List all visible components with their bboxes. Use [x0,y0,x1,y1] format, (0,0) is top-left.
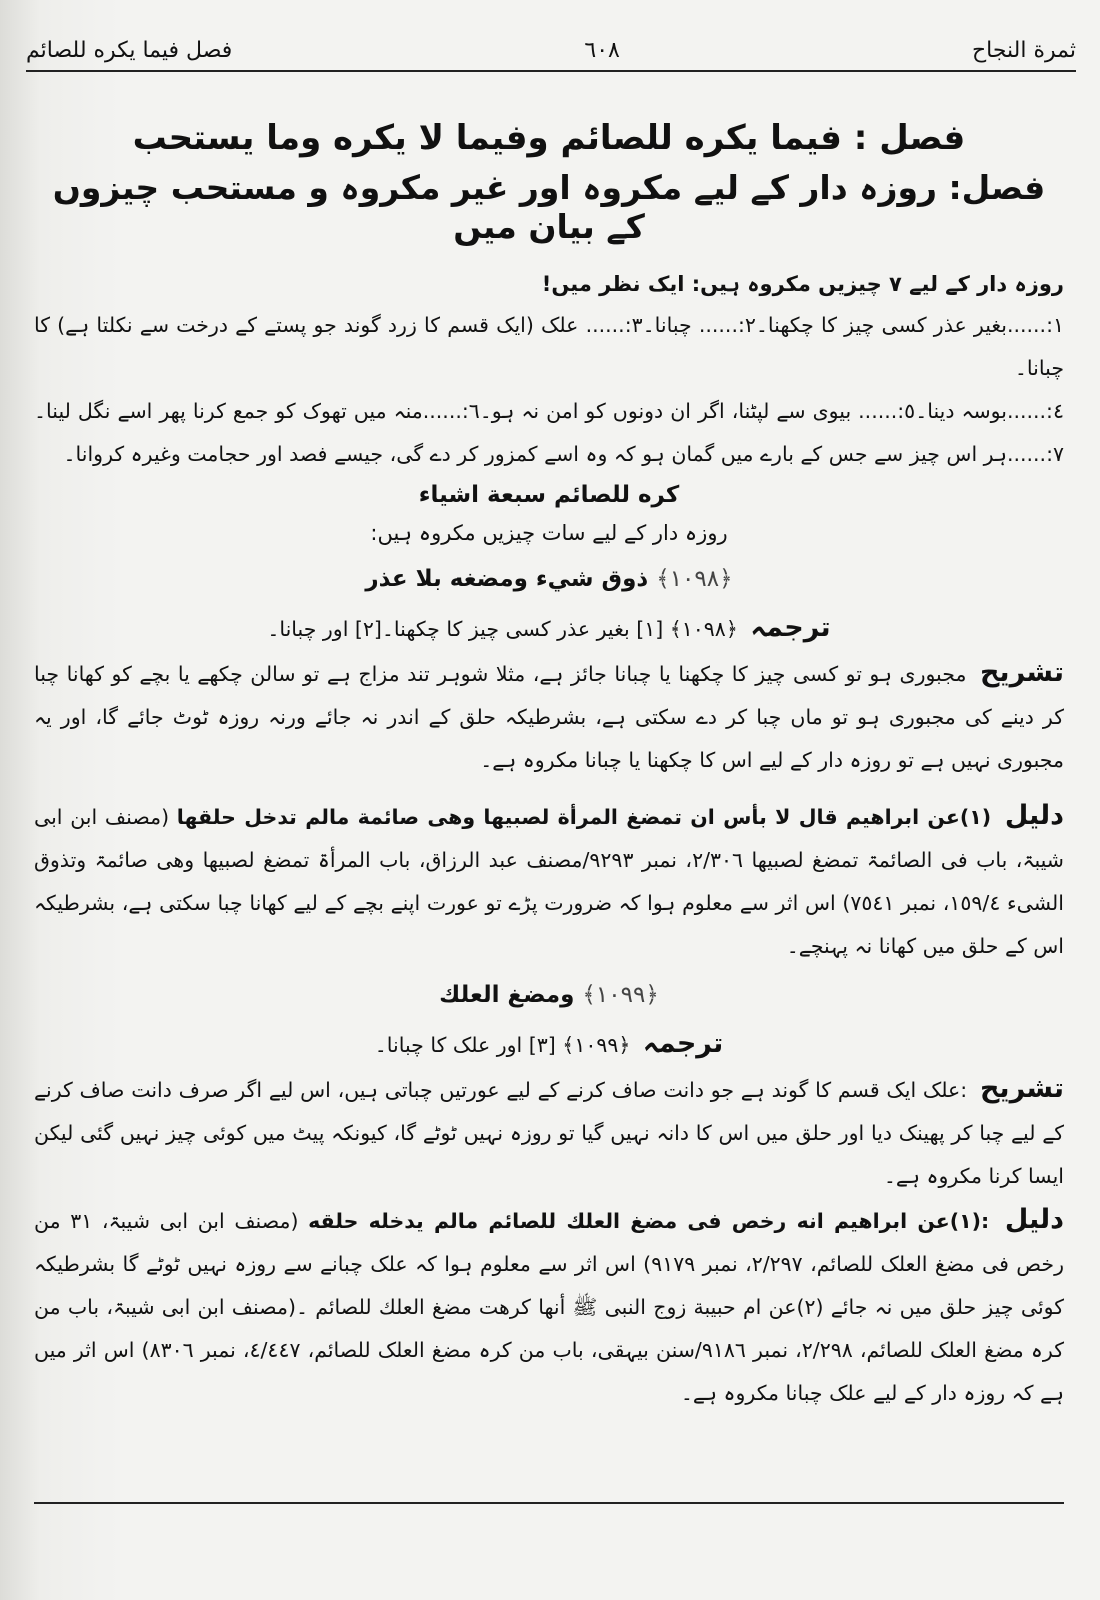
page-body [34,110,1064,1550]
explanation-1098 [34,651,1064,782]
translation-1098 [34,606,1064,651]
number-1098: ﴿١٠٩٨﴾ [656,566,733,592]
text-1099-arabic: ومضغ العلك [439,982,575,1008]
text-1098 [34,556,1064,602]
page-number: ٦٠٨ [584,37,620,63]
number-1099: ﴿١٠٩٩﴾ [582,982,659,1008]
summary-list-2: ٤:......بوسہ دینا۔٥:...... بیوی سے لپٹنا، اگر ان دونوں کو امن نہ ہو۔٦:......منہ میں تھوک کو جمع کرنا پھر اسے نگل لینا۔٧:......ہر اس چیز سے جس کے بارے میں گمان ہو کہ وہ اسے کمزور کر دے گی، جیسے فصد اور حجامت وغیرہ کروانا۔ [34,399,1064,466]
evidence-label: دلیل [1004,800,1064,831]
section-heading-urdu: روزہ دار کے لیے سات چیزیں مکروہ ہیں: [370,521,728,545]
translation-1099 [34,1022,1064,1067]
translation-label: ترجمہ [750,612,831,643]
summary-list-1: ١:......بغیر عذر کسی چیز کا چکھنا۔٢:...... چبانا۔٣:...... علک (ایک قسم کا زرد گوند جو پستے کے درخت سے نکلتا ہے) کا چبانا۔ [34,313,1064,380]
chapter-title-urdu: فصل: روزہ دار کے لیے مکروہ اور غیر مکروہ و مستحب چیزوں کے بیان میں [52,168,1046,246]
header-book-title: ثمرة النجاح [971,37,1076,63]
evidence-1098-arabic: (١)عن ابراهيم قال لا بأس ان تمضغ المرأة لصبيها وهى صائمة مالم تدخل حلقها [176,805,992,829]
translation-1099-text: [٣] اور علک کا چبانا۔ [374,1033,556,1057]
translation-1099-number: ﴿١٠٩٩﴾ [562,1033,631,1057]
explanation-1098-text: مجبوری ہو تو کسی چیز کا چکھنا یا چبانا جائز ہے، مثلا شوہر تند مزاج ہے تو سالن چکھے یا بچے کو کھانا چبا کر دینے کی مجبوری ہو تو ماں چبا کر دے سکتی ہے، بشرطیکہ حلق کے اندر نہ جائے ورنہ روزہ ٹوٹ جائے گا، اور یہ مجبوری نہیں ہے تو روزہ دار کے لیے اس کا چکھنا یا چبانا مکروہ ہے۔ [34,662,1064,772]
evidence-1098-urdu: (مصنف ابن ابی شیبۃ، باب فی الصائمۃ تمضغ لصبیھا ٢/٣٠٦، نمبر ٩٢٩٣/مصنف عبد الرزاق، باب المرأۃ تمضغ لصبیھا وھی صائمۃ وتذوق الشیء ١٥٩/٤، نمبر ٧٥٤١) اس اثر سے معلوم ہوا کہ ضرورت پڑے تو عورت اپنے بچے کے لیے کھانا چبا سکتی ہے، بشرطیکہ اس کے حلق میں کھانا نہ پہنچے۔ [34,805,1064,958]
chapter-title-arabic: فصل : فيما يكره للصائم وفيما لا يكره وما يستحب [132,118,966,158]
evidence-1099-arabic: :(١)عن ابراهيم انه رخص فى مضغ العلك للصائم مالم يدخله حلقه [308,1209,990,1233]
footer-rule [34,1502,1064,1504]
explanation-1099-text: :علک ایک قسم کا گوند ہے جو دانت صاف کرنے کے لیے عورتیں چباتی ہیں، اس لیے اگر صرف دانت صاف کرنے کے لیے چبا کر پھینک دیا اور حلق میں اس کا دانہ نہیں گیا تو روزہ نہیں ٹوٹے گا، کیونکہ پیٹ میں کوئی چیز نہیں گئی لیکن ایسا کرنا مکروہ ہے۔ [34,1078,1064,1188]
explanation-label: تشریح [979,1073,1064,1104]
evidence-1098 [34,794,1064,968]
explanation-1099 [34,1067,1064,1198]
translation-1098-text: [١] بغیر عذر کسی چیز کا چکھنا۔[٢] اور چبانا۔ [267,617,664,641]
summary-heading: روزہ دار کے لیے ٧ چیزیں مکروہ ہیں: ایک نظر میں! [541,272,1064,296]
translation-label: ترجمہ [642,1028,724,1059]
evidence-label: دلیل [1004,1204,1064,1235]
header-chapter-title: فصل فيما يكره للصائم [26,37,233,63]
explanation-label: تشریح [979,657,1064,688]
running-header [26,30,1076,72]
text-1099 [34,972,1064,1018]
translation-1098-number: ﴿١٠٩٨﴾ [669,617,738,641]
section-heading-arabic: كره للصائم سبعة اشياء [418,482,680,508]
evidence-1099 [34,1198,1064,1415]
text-1098-arabic: ذوق شيء ومضغه بلا عذر [365,566,649,592]
evidence-1099-urdu: (مصنف ابن ابی شیبۃ، ٣١ من رخص فی مضغ العلک للصائم، ٢/٢٩٧، نمبر ٩١٧٩) اس اثر سے معلوم ہوا کہ علک چبانے سے روزہ نہیں ٹوٹے گا بشرطیکہ کوئی چیز حلق میں نہ جائے (٢)عن ام حبيبة زوج النبى ﷺ أنها كرهت مضغ العلك للصائم ۔(مصنف ابن ابی شیبۃ، باب من کرہ مضغ العلک للصائم، ٢/٢٩٨، نمبر ٩١٨٦/سنن بیہقی، باب من کرہ مضغ العلک للصائم، ٤/٤٤٧، نمبر ٨٣٠٦) اس اثر میں ہے کہ روزہ دار کے لیے علک چبانا مکروہ ہے۔ [34,1209,1064,1405]
spacer [34,782,1064,794]
